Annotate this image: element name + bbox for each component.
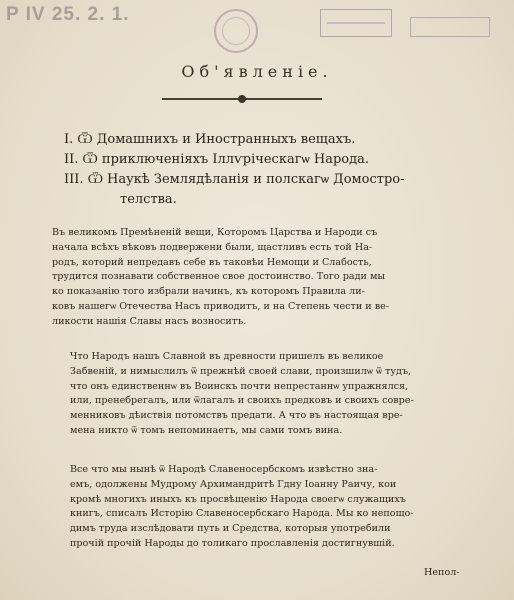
text-line: книгъ, списалъ Исторію Славеносербскаго Народа. Мы ко непощо- <box>70 508 414 520</box>
text-line: ликости нашія Славы насъ возноситъ. <box>52 315 247 327</box>
text-line: ковъ нашегѡ Отечества Насъ приводитъ, и на Степень чести и ве- <box>52 300 390 312</box>
library-stamp <box>214 9 258 53</box>
text-line: емъ, одолжены Мудрому Архимандритѣ Гдну Іоанну Раичу, кои <box>70 478 397 490</box>
text-line: димъ труда изслѣдовати путь и Средства, которыя употребили <box>70 523 391 535</box>
toc-text: Ѿ Наукѣ Землядѣланія и полскагѡ Домостро- <box>87 172 405 187</box>
rectangular-stamp-secondary <box>410 17 490 37</box>
paragraph-3 <box>70 463 462 552</box>
text-line: прочій прочій Народы до толикаго прославленія достигнувшій. <box>70 537 395 549</box>
toc-item <box>64 150 484 170</box>
shelfmark: P IV 25. 2. 1. <box>6 4 130 25</box>
text-line: Все что мы нынѣ ѿ Народѣ Славеносербскомъ извѣстно зна- <box>70 464 378 475</box>
text-line: родъ, которий непредавъ себе въ таковѣи Немощи и Слабость, <box>52 256 372 268</box>
title-rule-ornament <box>238 95 246 103</box>
toc-item <box>64 130 484 150</box>
rectangular-stamp <box>320 9 392 37</box>
paragraph-1 <box>52 226 452 330</box>
toc-item-continuation <box>64 190 484 210</box>
page-title: Об'явленіе. <box>181 62 333 81</box>
toc-number: II. <box>64 152 79 167</box>
text-line: Что Народъ нашъ Славной въ древности пришелъ въ великое <box>70 351 384 362</box>
text-line: ко показанію того избрали начинъ, къ которомъ Правила ли- <box>52 286 365 298</box>
text-line: Забвеній, и нимыслилъ ѿ прежнѣй своей слави, произшилѡ ѿ тудъ, <box>70 365 412 377</box>
table-of-contents <box>64 130 484 210</box>
text-line: или, пренебрегалъ, или ѿлагалъ и своихъ предковъ и своихъ совре- <box>70 395 414 407</box>
toc-text: Ѿ Домашнихъ и Иностранныхъ вещахъ. <box>77 132 356 147</box>
text-line: менниковъ дѣиствія потомствъ предати. А что въ настоящая вре- <box>70 410 403 422</box>
toc-text: Ѿ приключеніяхъ Іллѵріческагѡ Народа. <box>82 152 370 167</box>
toc-text: телства. <box>120 192 177 207</box>
text-line: мена никто ѿ томъ непоминаетъ, мы сами томъ вина. <box>70 424 343 436</box>
text-line: трудится познавати собственное свое достоинство. Того ради мы <box>52 271 386 283</box>
toc-number: III. <box>64 172 84 187</box>
catchword: Непол- <box>424 567 460 578</box>
text-line: Въ великомъ Премѣненій вещи, Которомъ Царства и Народи съ <box>52 227 378 238</box>
text-line: начала всѣхъ вѣковъ подвержени были, щастливъ есть той На- <box>52 241 373 253</box>
text-line: кромѣ многихъ иныхъ къ просвѣщенію Народа своегѡ служащихъ <box>70 493 406 505</box>
text-line: что онъ единственнѡ въ Воинскъ почти непрестаннѡ упражнялся, <box>70 380 409 392</box>
toc-number: I. <box>64 132 74 147</box>
toc-item <box>64 170 484 190</box>
paragraph-2 <box>70 350 460 439</box>
